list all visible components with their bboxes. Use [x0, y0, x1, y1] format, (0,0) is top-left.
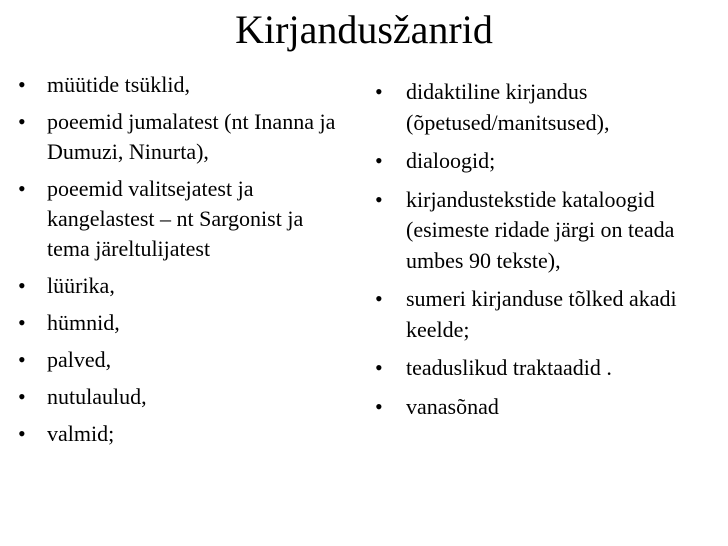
- list-item: [368, 185, 723, 277]
- list-item-text: dialoogid;: [406, 148, 496, 173]
- bullet-icon: •: [375, 286, 383, 311]
- bullet-icon: •: [18, 347, 26, 372]
- list-item-text: müütide tsüklid,: [47, 72, 190, 97]
- list-item-text: vanasõnad: [406, 393, 499, 419]
- bullet-icon: •: [18, 310, 26, 335]
- bullet-icon: •: [375, 148, 383, 173]
- bullet-icon: •: [375, 186, 383, 212]
- list-item-text: teaduslikud traktaadid .: [406, 355, 612, 380]
- bullet-icon: •: [18, 421, 26, 446]
- list-item-text: kirjandustekstide kataloogid (esimeste ridade järgi on teada umbes 90 tekste),: [406, 186, 675, 273]
- bullet-icon: •: [18, 72, 26, 97]
- bullet-icon: •: [18, 109, 26, 134]
- list-item: [18, 107, 348, 167]
- bullet-icon: •: [18, 176, 26, 201]
- list-item: [18, 271, 348, 301]
- slide-title: Kirjandusžanrid: [235, 7, 493, 52]
- bullet-icon: •: [375, 393, 383, 419]
- list-item: [18, 419, 348, 449]
- list-item: [18, 382, 348, 412]
- list-item-text: lüürika,: [47, 273, 115, 298]
- right-bullet-list: [368, 77, 723, 430]
- list-item-text: palved,: [47, 347, 112, 372]
- list-item: [18, 70, 348, 100]
- list-item-text: poeemid jumalatest (nt Inanna ja Dumuzi, Ninurta),: [47, 109, 336, 164]
- list-item: [368, 77, 723, 138]
- bullet-icon: •: [375, 79, 383, 104]
- list-item: [18, 308, 348, 338]
- bullet-icon: •: [375, 355, 383, 380]
- list-item: [18, 345, 348, 375]
- list-item: [368, 353, 723, 384]
- list-item-text: sumeri kirjanduse tõlked akadi keelde;: [406, 286, 677, 342]
- list-item: [368, 392, 723, 423]
- list-item-text: poeemid valitsejatest ja kangelastest – nt Sargonist ja tema järeltulijatest: [47, 176, 304, 261]
- list-item-text: valmid;: [47, 421, 115, 446]
- list-item-text: didaktiline kirjandus (õpetused/manitsused),: [406, 79, 610, 135]
- list-item: [368, 284, 723, 345]
- list-item-text: hümnid,: [47, 310, 120, 335]
- list-item: [18, 174, 348, 264]
- list-item: [368, 146, 723, 177]
- list-item-text: nutulaulud,: [47, 384, 147, 409]
- bullet-icon: •: [18, 384, 26, 409]
- left-bullet-list: [18, 70, 348, 456]
- bullet-icon: •: [18, 273, 26, 298]
